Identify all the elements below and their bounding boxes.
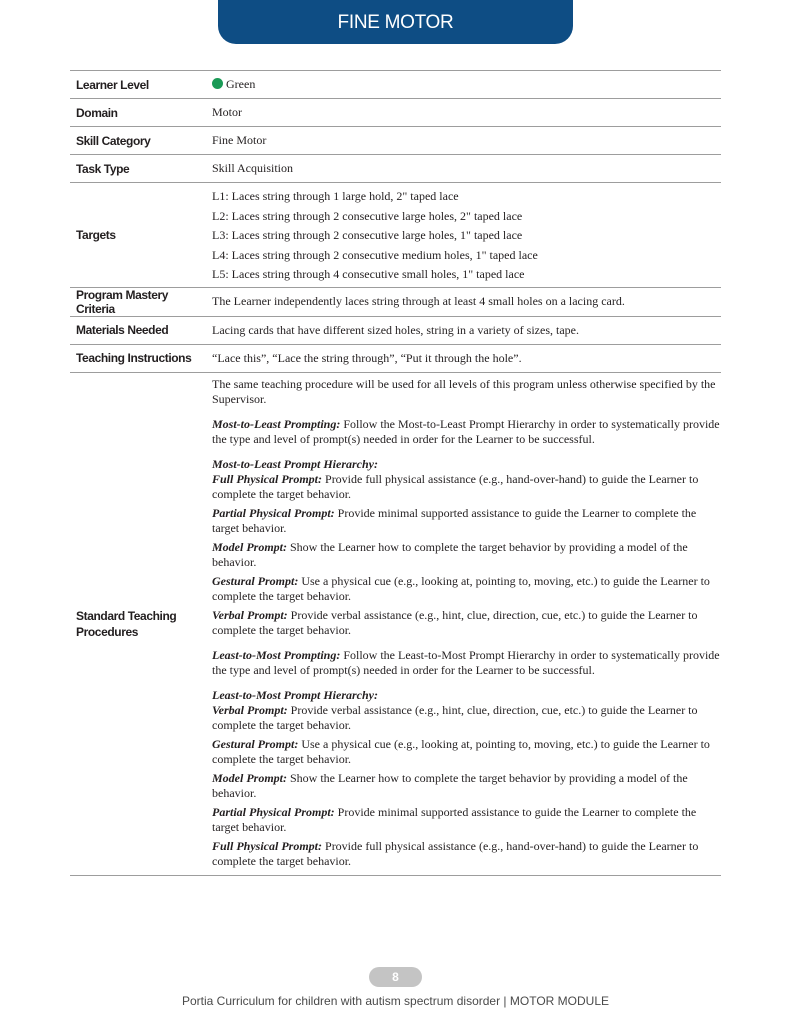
table-row-teaching-instructions bbox=[70, 344, 721, 372]
section-header bbox=[218, 0, 573, 44]
prompt-item bbox=[212, 608, 721, 638]
table-row-domain bbox=[70, 99, 721, 127]
materials-label: Materials Needed bbox=[70, 316, 206, 344]
mtl-hierarchy-title bbox=[212, 457, 721, 472]
prompt-name: Verbal Prompt: bbox=[212, 702, 288, 717]
prompt-item bbox=[212, 839, 721, 869]
prompt-text: Provide minimal supported assistance to guide the Learner to complete the target behavior. bbox=[212, 804, 697, 834]
mastery-criteria-label: Program Mastery Criteria bbox=[70, 287, 206, 316]
prompt-item bbox=[212, 472, 721, 502]
learner-level-value-cell bbox=[206, 71, 721, 99]
page-number: 8 bbox=[392, 970, 399, 984]
prompt-item bbox=[212, 574, 721, 604]
task-type-label: Task Type bbox=[70, 155, 206, 183]
prompt-text: Show the Learner how to complete the target behavior by providing a model of the behavior. bbox=[212, 539, 688, 569]
ltm-hierarchy-title bbox=[212, 688, 721, 703]
prompt-item bbox=[212, 703, 721, 733]
ltm-hierarchy-title-text: Least-to-Most Prompt Hierarchy: bbox=[212, 687, 378, 702]
prompt-name: Full Physical Prompt: bbox=[212, 471, 323, 486]
table-row-task-type bbox=[70, 155, 721, 183]
page-number-badge bbox=[369, 967, 422, 987]
prompt-item bbox=[212, 506, 721, 536]
prompt-text: Show the Learner how to complete the target behavior by providing a model of the behavior. bbox=[212, 770, 688, 800]
ltm-text: Follow the Least-to-Most Prompt Hierarchy in order to systematically provide the type and level of prompt(s) needed in order for the Learner to be successful. bbox=[212, 647, 720, 677]
mtl-hierarchy-title-text: Most-to-Least Prompt Hierarchy: bbox=[212, 456, 378, 471]
prompt-text: Provide full physical assistance (e.g., hand-over-hand) to guide the Learner to complete the target behavior. bbox=[212, 838, 699, 868]
prompt-name: Full Physical Prompt: bbox=[212, 838, 323, 853]
prompt-text: Provide verbal assistance (e.g., hint, clue, direction, cue, etc.) to guide the Learner to complete the target behavior. bbox=[212, 607, 698, 637]
prompt-text: Use a physical cue (e.g., looking at, pointing to, moving, etc.) to guide the Learner to complete the target behavior. bbox=[212, 573, 710, 603]
domain-label: Domain bbox=[70, 99, 206, 127]
prompt-item bbox=[212, 805, 721, 835]
target-item: L1: Laces string through 1 large hold, 2" taped lace bbox=[212, 189, 459, 203]
green-level-dot-icon bbox=[212, 78, 223, 89]
materials-value: Lacing cards that have different sized holes, string in a variety of sizes, tape. bbox=[206, 316, 721, 344]
prompt-item bbox=[212, 771, 721, 801]
target-item: L4: Laces string through 2 consecutive medium holes, 1" taped lace bbox=[212, 247, 538, 262]
learner-level-label: Learner Level bbox=[70, 71, 206, 99]
page-footer bbox=[0, 994, 791, 1008]
prompt-name: Partial Physical Prompt: bbox=[212, 505, 335, 520]
targets-list bbox=[212, 183, 721, 287]
targets-value-cell bbox=[206, 183, 721, 288]
prompt-name: Partial Physical Prompt: bbox=[212, 804, 335, 819]
table-row-teaching-procedures bbox=[70, 372, 721, 875]
targets-label: Targets bbox=[70, 183, 206, 288]
prompt-text: Provide minimal supported assistance to guide the Learner to complete the target behavior. bbox=[212, 505, 697, 535]
table-row-targets bbox=[70, 183, 721, 288]
table-row-learner-level bbox=[70, 71, 721, 99]
prompt-name: Model Prompt: bbox=[212, 770, 287, 785]
procedures-intro: The same teaching procedure will be used for all levels of this program unless otherwise specified by the Supervisor. bbox=[212, 376, 716, 406]
teaching-instructions-label: Teaching Instructions bbox=[70, 344, 206, 372]
skill-category-value: Fine Motor bbox=[206, 127, 721, 155]
table-row-materials bbox=[70, 316, 721, 344]
prompt-item bbox=[212, 737, 721, 767]
prompt-text: Use a physical cue (e.g., looking at, pointing to, moving, etc.) to guide the Learner to complete the target behavior. bbox=[212, 736, 710, 766]
teaching-instructions-value: “Lace this”, “Lace the string through”, “Put it through the hole”. bbox=[206, 344, 721, 372]
table-row-mastery-criteria bbox=[70, 287, 721, 316]
procedures-block bbox=[212, 373, 721, 875]
mtl-paragraph bbox=[212, 417, 721, 447]
prompt-name: Verbal Prompt: bbox=[212, 607, 288, 622]
prompt-text: Provide full physical assistance (e.g., hand-over-hand) to guide the Learner to complete the target behavior. bbox=[212, 471, 699, 501]
target-item: L2: Laces string through 2 consecutive large holes, 2" taped lace bbox=[212, 208, 523, 223]
domain-value: Motor bbox=[206, 99, 721, 127]
prompt-name: Model Prompt: bbox=[212, 539, 287, 554]
footer-text: Portia Curriculum for children with autism spectrum disorder | MOTOR MODULE bbox=[181, 994, 609, 1008]
teaching-procedures-label: Standard Teaching Procedures bbox=[70, 372, 206, 875]
prompt-item bbox=[212, 540, 721, 570]
target-item: L5: Laces string through 4 consecutive small holes, 1" taped lace bbox=[212, 267, 525, 281]
target-item: L3: Laces string through 2 consecutive large holes, 1" taped lace bbox=[212, 228, 523, 242]
program-info-table bbox=[70, 70, 721, 876]
teaching-procedures-value-cell bbox=[206, 372, 721, 875]
skill-category-label: Skill Category bbox=[70, 127, 206, 155]
prompt-name: Gestural Prompt: bbox=[212, 573, 299, 588]
section-title: FINE MOTOR bbox=[337, 12, 454, 33]
mtl-text: Follow the Most-to-Least Prompt Hierarchy in order to systematically provide the type and level of prompt(s) needed in order for the Learner to be successful. bbox=[212, 416, 720, 446]
task-type-value: Skill Acquisition bbox=[206, 155, 721, 183]
table-row-skill-category bbox=[70, 127, 721, 155]
mtl-title: Most-to-Least Prompting: bbox=[212, 416, 341, 431]
mastery-criteria-value: The Learner independently laces string through at least 4 small holes on a lacing card. bbox=[206, 287, 721, 316]
learner-level-value: Green bbox=[226, 77, 256, 91]
prompt-name: Gestural Prompt: bbox=[212, 736, 299, 751]
ltm-title: Least-to-Most Prompting: bbox=[212, 647, 341, 662]
prompt-text: Provide verbal assistance (e.g., hint, clue, direction, cue, etc.) to guide the Learner to complete the target behavior. bbox=[212, 702, 698, 732]
ltm-paragraph bbox=[212, 648, 721, 678]
